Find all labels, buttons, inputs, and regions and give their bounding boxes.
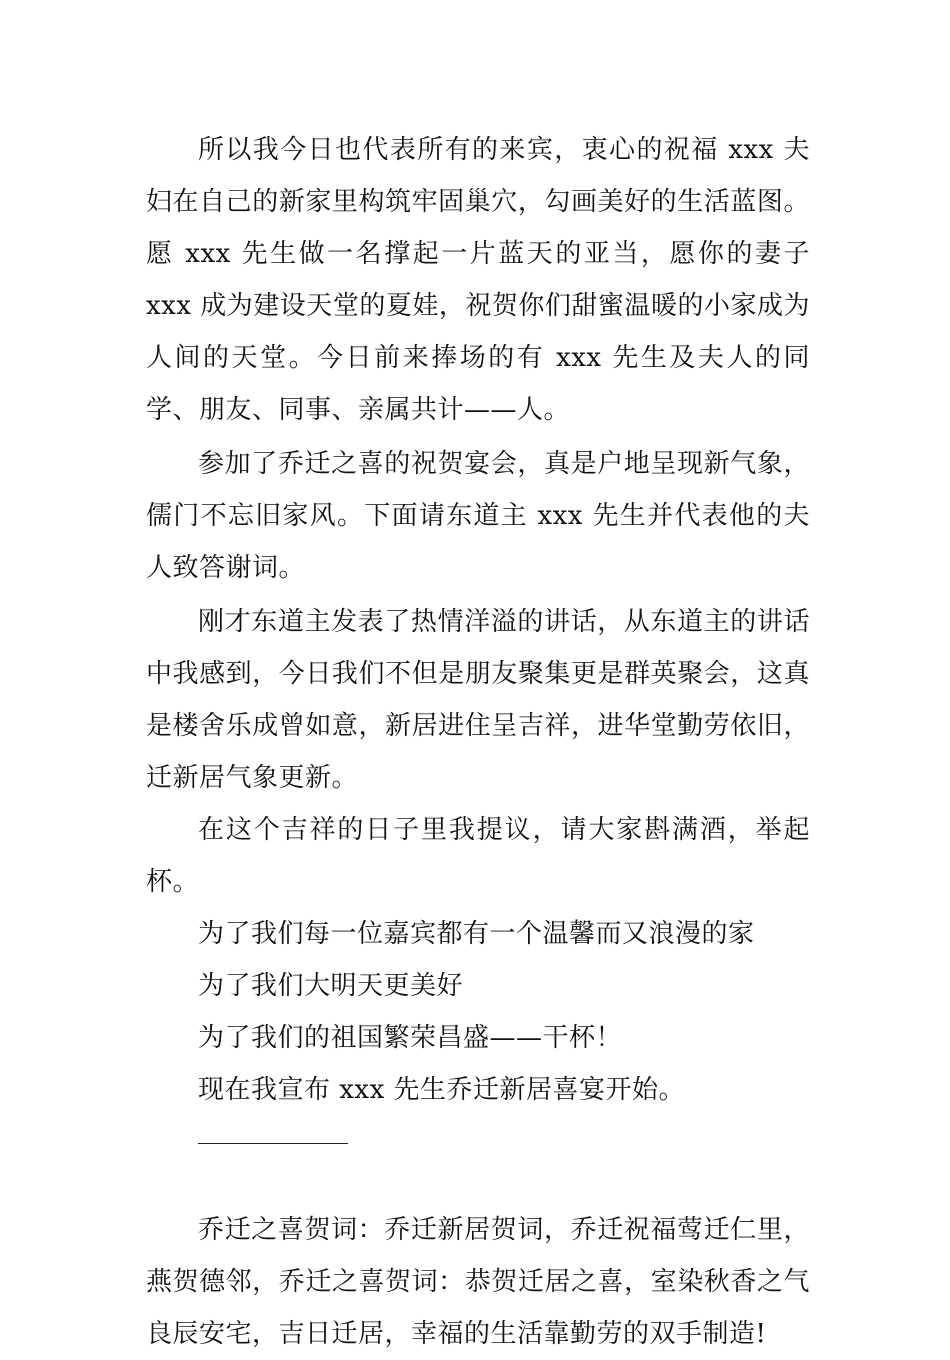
paragraph-banquet: 参加了乔迁之喜的祝贺宴会，真是户地呈现新气象，儒门不忘旧家风。下面请东道主 xxx 先生并代表他的夫人致答谢词。 bbox=[146, 449, 810, 583]
paragraph-toast-tomorrow: 为了我们大明天更美好 bbox=[198, 971, 464, 1001]
paragraph-toast-country: 为了我们的祖国繁荣昌盛——干杯！ bbox=[198, 1023, 623, 1053]
paragraph-guest-blessing: 所以我今日也代表所有的来宾，衷心的祝福 xxx 夫妇在自己的新家里构筑牢固巢穴，勾画美好的生活蓝图。愿 xxx 先生做一名撑起一片蓝天的亚当，愿你的妻子 xxx 成为建设天堂的夏娃，祝贺你们甜蜜温暖的小家成为人间的天堂。今日前来捧场的有 xxx 先生及夫人的同学、朋友、同事、亲属共计——人。 bbox=[146, 135, 810, 425]
paragraph-announcement: 现在我宣布 xxx 先生乔迁新居喜宴开始。 bbox=[198, 1075, 686, 1105]
document-body bbox=[146, 124, 810, 1360]
paragraph-toast-home: 为了我们每一位嘉宾都有一个温馨而又浪漫的家 bbox=[198, 919, 755, 949]
paragraph-congratulations: 乔迁之喜贺词：乔迁新居贺词，乔迁祝福莺迁仁里，燕贺德邻，乔迁之喜贺词：恭贺迁居之喜，室染秋香之气良辰安宅，吉日迁居，幸福的生活靠勤劳的双手制造! bbox=[146, 1215, 810, 1349]
paragraph-host-speech: 刚才东道主发表了热情洋溢的讲话，从东道主的讲话中我感到，今日我们不但是朋友聚集更是群英聚会，这真是楼舍乐成曾如意，新居进住呈吉祥，进华堂勤劳依旧，迁新居气象更新。 bbox=[146, 607, 810, 793]
paragraph-toast-proposal: 在这个吉祥的日子里我提议，请大家斟满酒，举起杯。 bbox=[146, 815, 810, 897]
section-divider bbox=[146, 1116, 810, 1168]
